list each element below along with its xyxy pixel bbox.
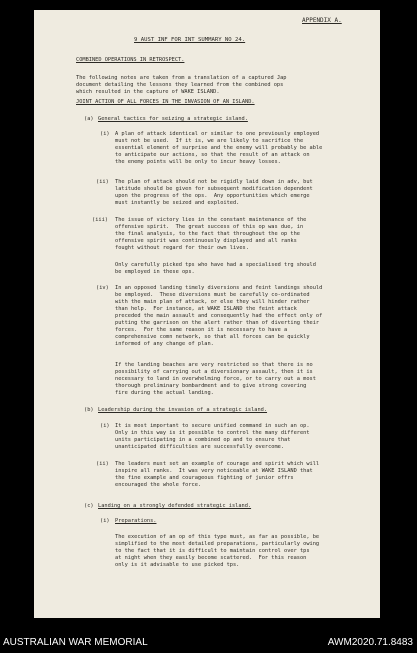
item-number: (ii)	[96, 179, 109, 185]
text-line: to anticipate our actions, so that the result of an attack on	[115, 152, 310, 158]
text-line: Only in this way is it possible to control the many different	[115, 430, 310, 436]
text-line: upon the progress of the ops. Any opportunities which emerge	[115, 193, 310, 199]
section-a-label: (a)	[84, 116, 94, 122]
text-line: The issue of victory lies in the constant maintenance of the	[115, 217, 307, 223]
text-line: possibility of carrying out a diversionary assault, then it is	[115, 369, 313, 375]
text-line: unanticipated difficulties are successfully overcome.	[115, 444, 285, 450]
intro-line: The following notes are taken from a translation of a captured Jap	[76, 75, 287, 81]
text-line: than help. For instance, at WAKE ISLAND the feint attack	[115, 306, 297, 312]
item-number: (i)	[100, 518, 110, 524]
section-b-label: (b)	[84, 407, 94, 413]
text-line: thorough preliminary bombardment and to give strong covering	[115, 383, 307, 389]
text-line: to the fact that it is difficult to maintain control over tps	[115, 548, 310, 554]
text-line: necessary to land in overwhelming force, or to carry out a most	[115, 376, 316, 382]
section-b-title: Leadership during the invasion of a strategic island.	[98, 407, 268, 413]
item-number: (i)	[100, 131, 110, 137]
footer-institution: AUSTRALIAN WAR MEMORIAL	[3, 637, 148, 648]
text-line: latitude should be given for subsequent modification dependent	[115, 186, 313, 192]
text-line: Only carefully picked tps who have had a specialised trg should	[115, 262, 316, 268]
item-number: (iv)	[96, 285, 109, 291]
intro-line: which resulted in the capture of WAKE ISLAND.	[76, 89, 220, 95]
appendix-label: APPENDIX A.	[302, 17, 342, 24]
text-line: A plan of attack identical or similar to one previously employed	[115, 131, 320, 137]
text-line: inspire all ranks. It was very noticeable at WAKE ISLAND that	[115, 468, 313, 474]
text-line: the enemy points will be only to incur heavy losses.	[115, 159, 281, 165]
text-line: the final analysis, to the fact that throughout the op the	[115, 231, 300, 237]
footer-accession-number: AWM2020.71.8483	[327, 637, 413, 648]
intro-line: document detailing the lessons they learned from the combined ops	[76, 82, 284, 88]
text-line: informed of any change of plan.	[115, 341, 214, 347]
text-line: The leaders must set an example of courage and spirit which will	[115, 461, 320, 467]
text-line: the fine example and courageous fighting of junior offrs	[115, 475, 294, 481]
document-page	[34, 10, 380, 618]
item-number: (iii)	[92, 217, 108, 223]
section-heading: JOINT ACTION OF ALL FORCES IN THE INVASION OF AN ISLAND.	[76, 99, 255, 105]
text-line: fire during the actual landing.	[115, 390, 214, 396]
text-line: fought without regard for their own lives.	[115, 245, 249, 251]
section-c-label: (c)	[84, 503, 94, 509]
text-line: offensive spirit was continuously displayed and all ranks	[115, 238, 297, 244]
text-line: be employed in these ops.	[115, 269, 195, 275]
text-line: In an opposed landing timely diversions and feint landings should	[115, 285, 323, 291]
item-number: (ii)	[96, 461, 109, 467]
text-line: It is most important to secure unified command in such an op.	[115, 423, 310, 429]
text-line: be employed. These diversions must be carefully co-ordinated	[115, 292, 310, 298]
text-line: essential element of surprise and the enemy will probably be able	[115, 145, 323, 151]
text-line: preceded the main assault and consequently had the effect only of	[115, 313, 323, 319]
text-line: forces. For the same reason it is necessary to have a	[115, 327, 288, 333]
section-c-title: Landing on a strongly defended strategic island.	[98, 503, 252, 509]
text-line: encouraged the whole force.	[115, 482, 202, 488]
text-line: simplified to the most detailed preparations, particularly owing	[115, 541, 320, 547]
text-line: with the main plan of attack, or else they will hinder rather	[115, 299, 310, 305]
text-line: at night when they easily become scattered. For this reason	[115, 555, 307, 561]
text-line: units participating in a combined op and to ensure that	[115, 437, 291, 443]
text-line: If the landing beaches are very restricted so that there is no	[115, 362, 313, 368]
subsection-title: Preparations.	[115, 518, 157, 524]
text-line: putting the garrison on the alert rather than of diverting their	[115, 320, 320, 326]
text-line: The plan of attack should not be rigidly laid down in adv, but	[115, 179, 313, 185]
item-number: (i)	[100, 423, 110, 429]
text-line: offensive spirit. The great success of this op was due, in	[115, 224, 304, 230]
text-line: only is it advisable to use picked tps.	[115, 562, 240, 568]
document-title: COMBINED OPERATIONS IN RETROSPECT.	[76, 57, 185, 63]
text-line: must not be used. If it is, we are likely to sacrifice the	[115, 138, 304, 144]
text-line: must instantly be seized and exploited.	[115, 200, 240, 206]
document-header: 9 AUST INF FOR INT SUMMARY NO 24.	[134, 37, 246, 43]
section-a-title: General tactics for seizing a strategic island.	[98, 116, 248, 122]
text-line: comprehensive comn network, so that all forces can be quickly	[115, 334, 310, 340]
text-line: The execution of an op of this type must, as far as possible, be	[115, 534, 320, 540]
